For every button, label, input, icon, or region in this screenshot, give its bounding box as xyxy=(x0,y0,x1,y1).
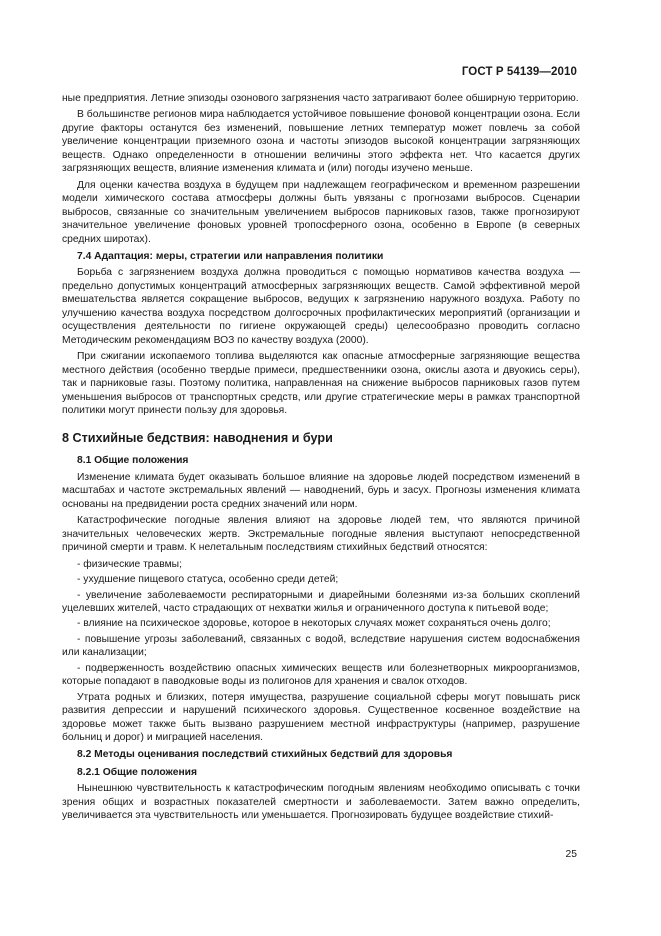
list-item: - подверженность воздействию опасных химических веществ или болезнетворных микроорганизмов, которые попадают в паводковые воды из полигонов для хранения и свалок отходов. xyxy=(62,662,580,688)
subsection-heading: 8.2.1 Общие положения xyxy=(77,766,197,778)
paragraph: В большинстве регионов мира наблюдается устойчивое повышение фоновой концентрации озона. Если другие факторы останутся без изменений, повышение летних температур может повлечь за собой увеличение концентрации приземного озона и частоты эпизодов высокой концентрации загрязняющих веществ. Однако определенности в отношении величины этого эффекта нет. Что касается других загрязняющих веществ, влияние изменения климата и (или) погоды изучено меньше. xyxy=(62,109,580,175)
document-body xyxy=(62,92,580,826)
page-number: 25 xyxy=(565,849,577,860)
paragraph: Нынешнюю чувствительность к катастрофическим погодным явлениям необходимо описывать с точки зрения общих и возрастных показателей смертности и заболеваемости. Затем важно определить, увеличивается эта чувствительность или уменьшается. Прогнозировать будущее воздействие стихий- xyxy=(62,783,580,822)
standard-header: ГОСТ Р 54139—2010 xyxy=(461,66,577,78)
paragraph: Для оценки качества воздуха в будущем при надлежащем географическом и временном разрешении модели химического состава атмосферы должны быть увязаны с прогнозами выбросов. Сценарии выбросов, связанные со значительным увеличением выбросов парниковых газов, также прогнозируют значительное увеличение фоновых уровней тропосферного озона, особенно в Европе (в северных средних широтах). xyxy=(62,179,580,245)
paragraph: При сжигании ископаемого топлива выделяются как опасные атмосферные загрязняющие вещества местного действия (особенно твердые примеси, предшественники озона, окислы азота и двуокись серы), так и парниковые газы. Поэтому политика, направленная на снижение выбросов парниковых газов путем уменьшения выбросов от транспортных средств, или другие стратегические меры в рамках транспортной политики могут принести пользу для здоровья. xyxy=(62,351,580,416)
list-item: - увеличение заболеваемости респираторными и диарейными болезнями из-за больших скоплений уцелевших жителей, часто страдающих от нехватки жилья и ограниченного доступа к питьевой воде; xyxy=(62,589,580,614)
section-heading: 8 Стихийные бедствия: наводнения и бури xyxy=(62,431,333,446)
subsection-heading: 8.1 Общие положения xyxy=(77,455,189,467)
list-item: - повышение угрозы заболеваний, связанных с водой, вследствие нарушения систем водоснабжения или канализации; xyxy=(62,633,580,659)
paragraph: Изменение климата будет оказывать большое влияние на здоровье людей посредством изменений в масштабах и частоте экстремальных явлений — наводнений, бурь и засух. Прогнозы изменения климата основаны на предвидении роста средних значений или норм. xyxy=(62,471,580,510)
list-item: - физические травмы; xyxy=(77,558,182,570)
list-item: - ухудшение пищевого статуса, особенно среди детей; xyxy=(77,574,339,586)
subsection-heading: 8.2 Методы оценивания последствий стихийных бедствий для здоровья xyxy=(77,749,453,761)
paragraph: Утрата родных и близких, потеря имущества, разрушение социальной сферы могут повышать риск развития депрессии и нарушений психического здоровья. Существенное косвенное воздействие на здоровье может также быть вызвано разрушением местной инфраструктуры (например, разрушение больниц и дорог) и миграцией населения. xyxy=(62,691,580,744)
list-item: - влияние на психическое здоровье, которое в некоторых случаях может сохраняться очень долго; xyxy=(77,618,551,630)
paragraph: Катастрофические погодные явления влияют на здоровье людей тем, что являются причиной значительных человеческих жертв. Экстремальные погодные явления выступают непосредственной причиной смерти и травм. К нелетальным последствиям стихийных бедствий относятся: xyxy=(62,515,580,554)
subsection-heading: 7.4 Адаптация: меры, стратегии или направления политики xyxy=(77,250,384,262)
paragraph: Борьба с загрязнением воздуха должна проводиться с помощью нормативов качества воздуха — предельно допустимых концентраций атмосферных загрязняющих веществ. Самой эффективной мерой вмешательства является сокращение выбросов, ведущих к загрязнению наружного воздуха. Работу по улучшению качества воздуха посредством долгосрочных профилактических мероприятий (организации и осуществления деятельности по гигиене окружающей среды) целесообразно проводить согласно Методическим рекомендациям ВОЗ по качеству воздуха (2000). xyxy=(62,267,580,346)
paragraph: ные предприятия. Летние эпизоды озонового загрязнения часто затрагивают более обширную территорию. xyxy=(62,93,579,104)
